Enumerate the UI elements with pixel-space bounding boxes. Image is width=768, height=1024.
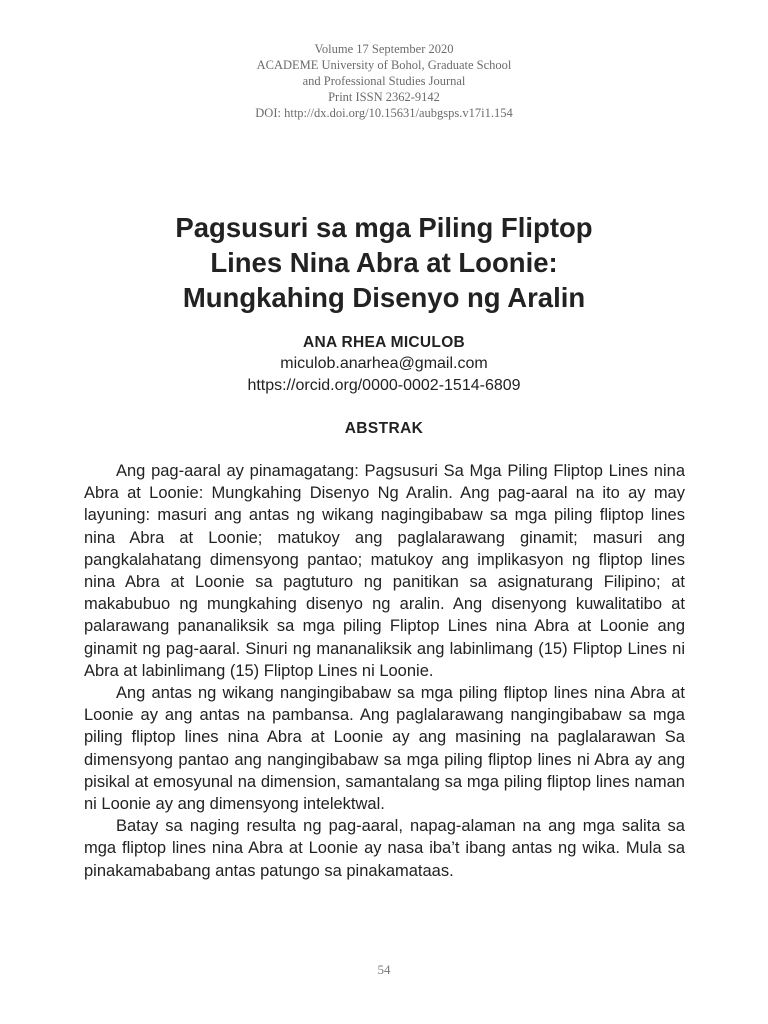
- journal-header: [0, 41, 768, 121]
- page-number: 54: [377, 962, 391, 977]
- abstract-paragraph-1: Ang pag-aaral ay pinamagatang: Pagsusuri Sa Mga Piling Fliptop Lines nina Abra at Loonie: Mungkahing Disenyo Ng Aralin. Ang pag-aaral na ito ay may layuning: masuri ang antas ng wikang nagingibabaw sa mga piling fliptop lines nina Abra at Loonie; matukoy ang paglalarawang ginamit; masuri ang pangkalahatang dimensyong pantao; matukoy ang implikasyon ng fliptop lines nina Abra at Loonie sa pagtuturo ng panitikan sa asignaturang Filipino; at makabubuo ng mungkahing disenyo ng aralin. Ang disenyong kuwalitatibo at palarawang pananaliksik sa mga piling Fliptop Lines nina Abra at Loonie ang ginamit ng pag-aaral. Sinuri ng mananaliksik ang labinlimang (15) Fliptop Lines ni Abra at labinlimang (15) Fliptop Lines ni Loonie.: [84, 462, 685, 680]
- title-line-3: Mungkahing Disenyo ng Aralin: [182, 282, 586, 313]
- journal-doi: DOI: http://dx.doi.org/10.15631/aubgsps.v17i1.154: [255, 106, 513, 120]
- journal-issn: Print ISSN 2362-9142: [328, 90, 440, 104]
- title-line-1: Pagsusuri sa mga Piling Fliptop: [175, 212, 593, 243]
- abstract-paragraph-3: Batay sa naging resulta ng pag-aaral, napag-alaman na ang mga salita sa mga fliptop lines nina Abra at Loonie ay nasa iba’t ibang antas ng wika. Mula sa pinakamababang antas patungo sa pinakamataas.: [84, 817, 685, 880]
- author-block: [0, 333, 768, 397]
- journal-name-line-1: ACADEME University of Bohol, Graduate School: [256, 58, 512, 72]
- abstract-heading: ABSTRAK: [344, 420, 424, 437]
- abstract-paragraph-2: Ang antas ng wikang nangingibabaw sa mga piling fliptop lines nina Abra at Loonie ay ang antas na pambansa. Ang paglalarawang nangingibabaw sa mga piling fliptop lines nina Abra at Loonie ay ang masining na paglalarawan Sa dimensyong pantao ang nangingibabaw sa mga piling fliptop lines ni Abra ay ang pisikal at emosyunal na dimension, samantalang sa mga piling fliptop lines naman ni Loonie ay ang dimensyong intelektwal.: [84, 684, 685, 814]
- author-orcid: https://orcid.org/0000-0002-1514-6809: [247, 377, 521, 394]
- author-email: miculob.anarhea@gmail.com: [280, 355, 488, 372]
- paper-title: [0, 210, 768, 315]
- author-name: ANA RHEA MICULOB: [302, 334, 466, 351]
- journal-name-line-2: and Professional Studies Journal: [302, 74, 466, 88]
- journal-volume: Volume 17 September 2020: [314, 42, 454, 56]
- title-line-2: Lines Nina Abra at Loonie:: [210, 247, 558, 278]
- abstract-body: [84, 460, 685, 882]
